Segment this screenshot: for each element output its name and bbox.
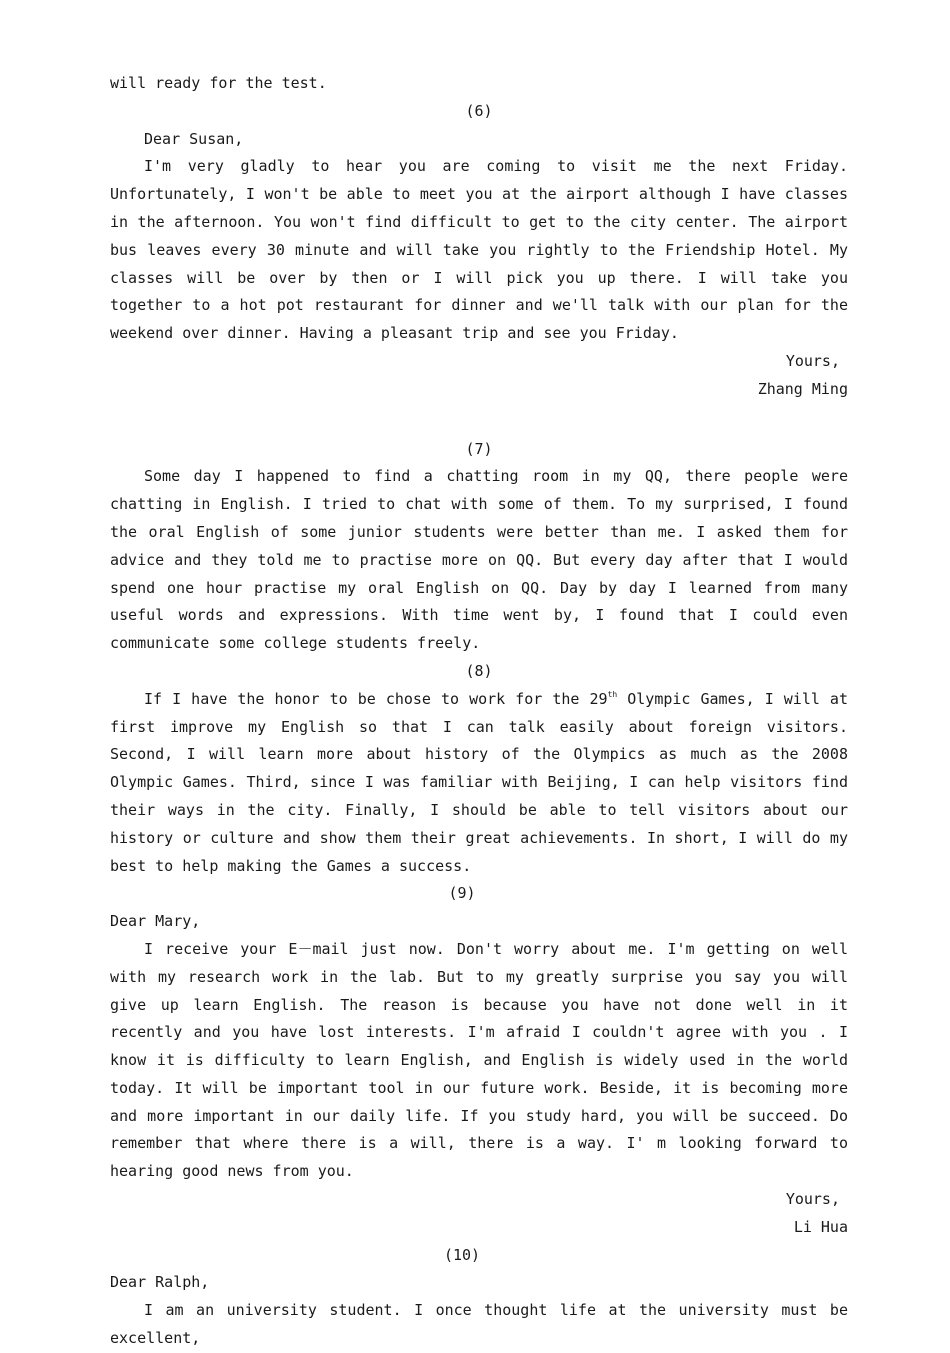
section-10-body: I am an university student. I once thought life at the university must be excellent, [110,1301,848,1348]
section-6-signature: Zhang Ming [757,379,848,398]
section-8-body-part1: If I have the honor to be chose to work for the 29 [144,689,608,708]
section-9-closing: Yours, [785,1190,840,1209]
section-6-salutation: Dear Susan, [144,129,244,148]
document-page [110,70,848,1353]
section-9-salutation: Dear Mary, [110,912,201,931]
section-8-body [110,686,848,881]
ordinal-suffix: th [607,689,618,699]
section-10-salutation: Dear Ralph, [110,1273,210,1292]
section-6-closing: Yours, [785,351,840,370]
section-10-number: (10) [443,1245,481,1264]
section-7-body: Some day I happened to find a chatting room in my QQ, there people were chatting in English. I tried to chat with some of them. To my surprised, I found the oral English of some junior students were better than me. I asked them for advice and they told me to practise more on QQ. But every day after that I would spend one hour practise my oral English on QQ. Day by day I learned from many useful words and expressions. With time went by, I found that I could even communicate some college students freely. [110,467,848,653]
section-9-number: (9) [448,884,476,903]
section-8-body-part2: Olympic Games, I will at first improve my English so that I can talk easily about foreign visitors. Second, I will learn more about history of the Olympics as much as the 2008 Olympic Games. Third, since I was familiar with Beijing, I can help visitors find their ways in the city. Finally, I should be able to tell visitors about our history or culture and show them their great achievements. In short, I will do my best to help making the Games a success. [110,689,848,875]
section-6-number: (6) [465,101,493,120]
top-fragment: will ready for the test. [110,74,327,92]
section-9-signature: Li Hua [793,1217,848,1236]
section-7-number: (7) [465,439,493,458]
spacer [110,404,848,436]
section-8-number: (8) [465,661,493,680]
section-6-body: I'm very gladly to hear you are coming to visit me the next Friday. Unfortunately, I won't be able to meet you at the airport although I have classes in the afternoon. You won't find difficult to get to the city center. The airport bus leaves every 30 minute and will take you rightly to the Friendship Hotel. My classes will be over by then or I will pick you up there. I will take you together to a hot pot restaurant for dinner and we'll talk with our plan for the weekend over dinner. Having a pleasant trip and see you Friday. [110,157,848,343]
section-9-body: I receive your E－mail just now. Don't worry about me. I'm getting on well with my research work in the lab. But to my greatly surprise you say you will give up learn English. The reason is because you have not done well in it recently and you have lost interests. I'm afraid I couldn't agree with you . I know it is difficulty to learn English, and English is widely used in the world today. It will be important tool in our future work. Beside, it is becoming more and more important in our daily life. If you study hard, you will be succeed. Do remember that where there is a will, there is a way. I' m looking forward to hearing good news from you. [110,939,848,1181]
